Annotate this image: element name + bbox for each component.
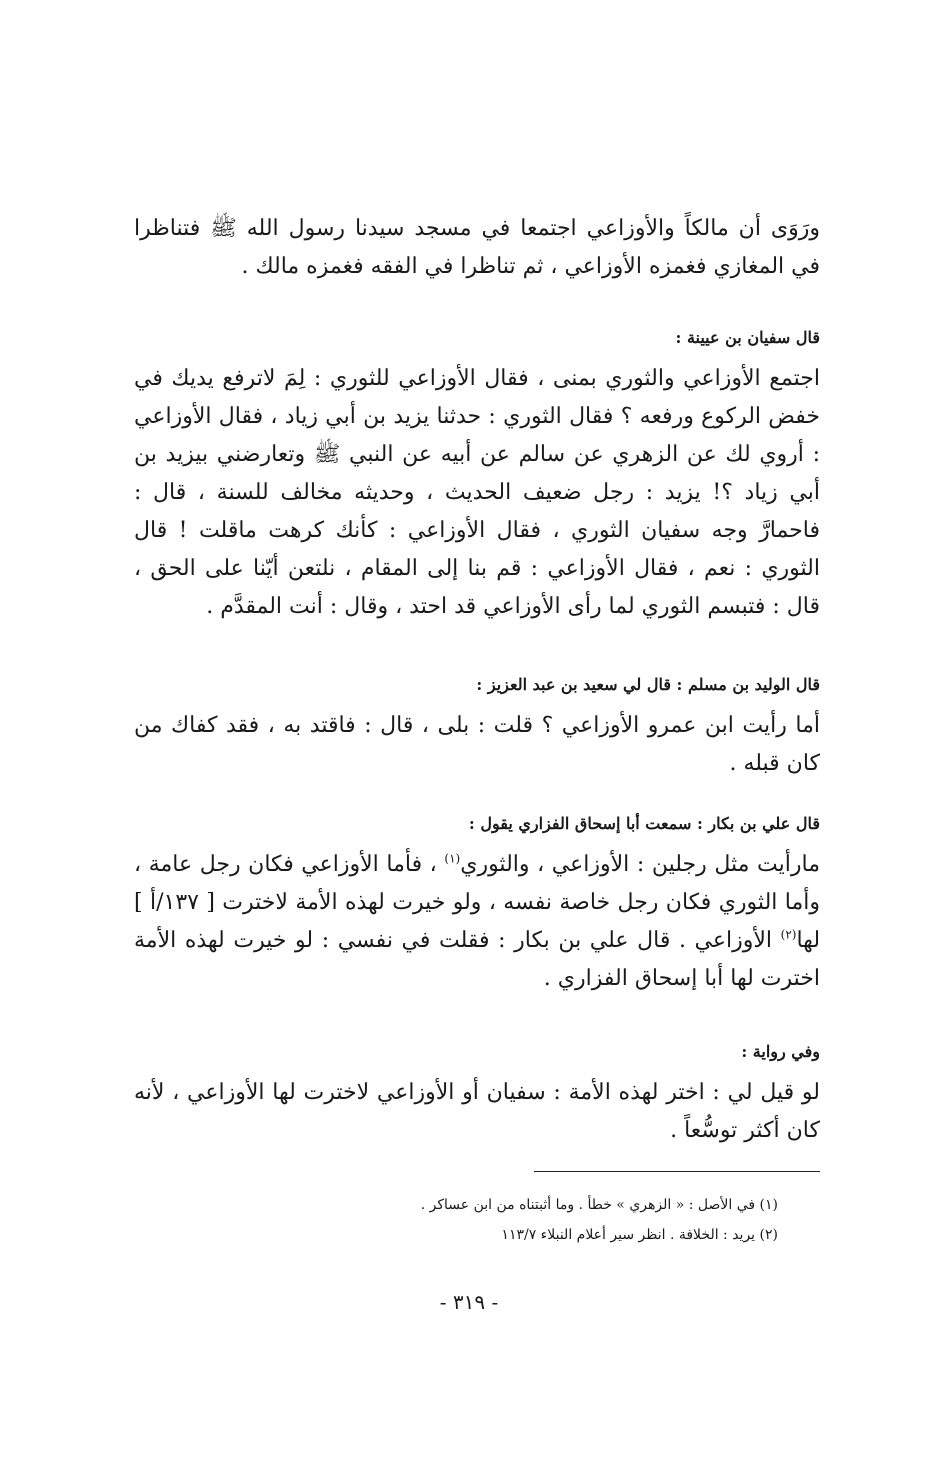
section-heading: قال سفيان بن عيينة : — [675, 328, 820, 347]
footnote-reference[interactable]: (٢) — [780, 927, 797, 942]
intro-block — [134, 210, 820, 286]
section-riwaya — [134, 1040, 820, 1150]
section-heading: وفي رواية : — [741, 1042, 820, 1061]
intro-paragraph: ورَوَى أن مالكاً والأوزاعي اجتمعا في مسجد سيدنا رسول الله ﷺ فتناظرا في المغازي فغمزه الأوزاعي ، ثم تناظرا في الفقه فغمزه مالك . — [134, 216, 820, 279]
section-heading: قال الوليد بن مسلم : قال لي سعيد بن عبد العزيز : — [476, 675, 820, 694]
section-sufyan — [134, 326, 820, 626]
footnote-item: (١) في الأصل : « الزهري » خطأ . وما أثبتناه من ابن عساكر . — [420, 1197, 778, 1213]
section-ali — [134, 812, 820, 998]
footnote-reference[interactable]: (١) — [444, 851, 461, 866]
paragraph-text: ، فأما الأوزاعي فكان رجل عامة ، وأما الثوري فكان رجل خاصة نفسه ، ولو خيرت لهذه الأمة لاخترت [ ١٣٧/أ ] لها — [134, 852, 821, 953]
paragraph-text: مارأيت مثل رجلين : الأوزاعي ، والثوري — [460, 852, 820, 877]
section-paragraph: اجتمع الأوزاعي والثوري بمنى ، فقال الأوزاعي للثوري : لِمَ لاترفع يديك في خفض الركوع ورفعه ؟ فقال الثوري : حدثنا يزيد بن أبي زياد ، فقال الأوزاعي : أروي لك عن الزهري عن سالم عن أبيه عن النبي ﷺ وتعارضني بيزيد بن أبي زياد ؟! يزيد : رجل ضعيف الحديث ، وحديثه مخالف للسنة ، قال : فاحمارَّ وجه سفيان الثوري ، فقال الأوزاعي : كأنك كرهت ماقلت ! قال الثوري : نعم ، فقال الأوزاعي : قم بنا إلى المقام ، نلتعن أيّنا على الحق ، قال : فتبسم الثوري لما رأى الأوزاعي قد احتد ، وقال : أنت المقدَّم . — [134, 366, 820, 619]
footnote-item: (٢) يريد : الخلافة . انظر سير أعلام النبلاء ١١٣/٧ — [501, 1227, 778, 1243]
footnotes — [134, 1190, 778, 1250]
section-paragraph: أما رأيت ابن عمرو الأوزاعي ؟ قلت : بلى ، قال : فاقتد به ، فقد كفاك من كان قبله . — [134, 713, 820, 776]
page-number: - ٣١٩ - — [439, 1290, 499, 1314]
section-heading: قال علي بن بكار : سمعت أبا إسحاق الفزاري يقول : — [468, 814, 820, 833]
section-paragraph: لو قيل لي : اختر لهذه الأمة : سفيان أو الأوزاعي لاخترت لها الأوزاعي ، لأنه كان أكثر توسُّعاً . — [134, 1080, 820, 1143]
footnote-divider — [534, 1171, 820, 1172]
section-walid — [134, 673, 820, 783]
section-paragraph — [134, 846, 820, 998]
paragraph-text: الأوزاعي . قال علي بن بكار : فقلت في نفسي : لو خيرت لهذه الأمة اخترت لها أبا إسحاق الفزاري . — [134, 928, 820, 991]
